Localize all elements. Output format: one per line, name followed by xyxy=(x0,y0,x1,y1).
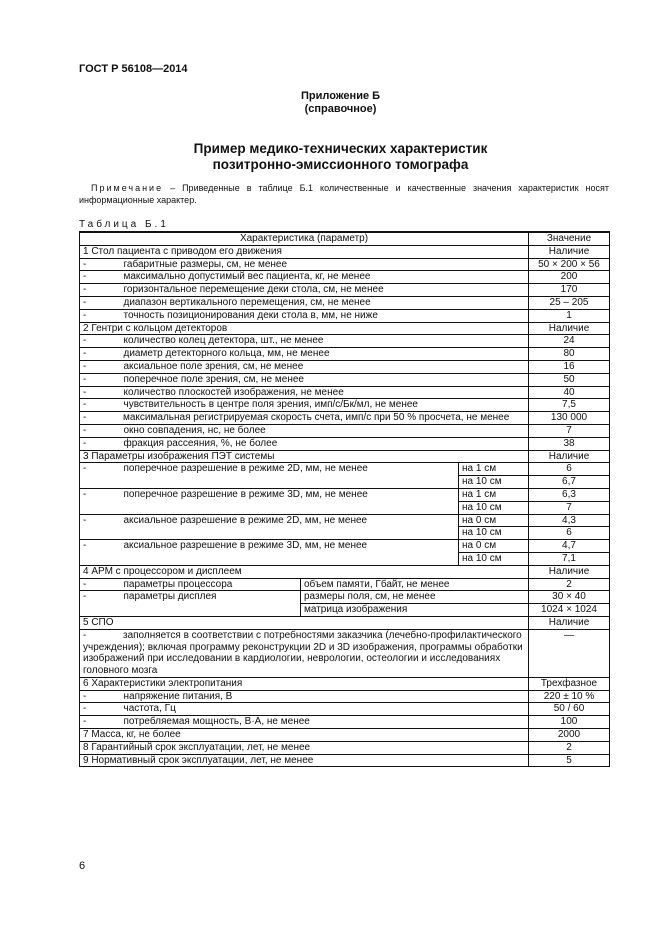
cell-value: Наличие xyxy=(529,450,610,463)
table-row xyxy=(80,245,610,258)
cell-value: 30 × 40 xyxy=(529,591,610,604)
parameter-name: аксиальное разрешение в режиме 2D, мм, не менее xyxy=(124,514,459,540)
parameter-name: фракция рассеяния, %, не более xyxy=(124,437,529,450)
dash-marker: - xyxy=(80,591,124,617)
dash-marker: - xyxy=(80,271,124,284)
cell-value: 50 / 60 xyxy=(529,703,610,716)
dash-marker: - xyxy=(80,399,124,412)
cell-value: 2 xyxy=(529,741,610,754)
table-row xyxy=(80,540,610,553)
dash-marker: - xyxy=(83,629,87,641)
table-row xyxy=(80,578,610,591)
cell-value: 4,7 xyxy=(529,540,610,553)
parameter-name xyxy=(80,412,529,425)
parameter-name: частота, Гц xyxy=(124,703,529,716)
cell-value: 7,5 xyxy=(529,399,610,412)
cell-value: 7,1 xyxy=(529,552,610,565)
table-row xyxy=(80,424,610,437)
table-row xyxy=(80,437,610,450)
table-row xyxy=(80,616,610,629)
dash-marker: - xyxy=(80,514,124,540)
dash-marker: - xyxy=(80,703,124,716)
table-row xyxy=(80,703,610,716)
cell-value: 24 xyxy=(529,335,610,348)
note xyxy=(79,182,609,206)
title-line-2: позитронно-эмиссионного томографа xyxy=(212,157,469,172)
cell-value: 38 xyxy=(529,437,610,450)
section-title: 7 Масса, кг, не более xyxy=(80,729,529,742)
section-title: 8 Гарантийный срок эксплуатации, лет, не менее xyxy=(80,741,529,754)
dash-marker: - xyxy=(80,258,124,271)
table-row xyxy=(80,690,610,703)
header-value: Значение xyxy=(529,232,610,245)
cell-value: Наличие xyxy=(529,322,610,335)
dash-marker: - xyxy=(80,424,124,437)
condition-label: на 0 см xyxy=(459,514,529,527)
cell-value: 1 xyxy=(529,309,610,322)
cell-value: 2000 xyxy=(529,729,610,742)
parameter-name: поперечное разрешение в режиме 2D, мм, не менее xyxy=(124,463,459,489)
parameter-name: параметры дисплея xyxy=(124,591,301,617)
dash-marker: - xyxy=(80,284,124,297)
cell-value: 40 xyxy=(529,386,610,399)
parameter-name: окно совпадения, нс, не более xyxy=(124,424,529,437)
cell-value: 6,3 xyxy=(529,488,610,501)
parameter-name: количество плоскостей изображения, не менее xyxy=(124,386,529,399)
sub-parameter: размеры поля, см, не менее xyxy=(301,591,529,604)
table-row xyxy=(80,373,610,386)
parameter-name: максимально допустимый вес пациента, кг, не менее xyxy=(124,271,529,284)
document-header: ГОСТ Р 56108—2014 xyxy=(79,63,188,75)
cell-value: 4,3 xyxy=(529,514,610,527)
cell-value: Наличие xyxy=(529,245,610,258)
table-row xyxy=(80,412,610,425)
table-row xyxy=(80,309,610,322)
condition-label: на 0 см xyxy=(459,540,529,553)
condition-label: на 10 см xyxy=(459,527,529,540)
cell-value: 5 xyxy=(529,754,610,767)
condition-label: на 1 см xyxy=(459,463,529,476)
parameter-name: количество колец детектора, шт., не менее xyxy=(124,335,529,348)
table-row xyxy=(80,399,610,412)
cell-value: 80 xyxy=(529,348,610,361)
parameter-name: аксиальное поле зрения, см, не менее xyxy=(124,360,529,373)
parameter-name: диапазон вертикального перемещения, см, не менее xyxy=(124,296,529,309)
table-row xyxy=(80,677,610,690)
table-row xyxy=(80,348,610,361)
table-row xyxy=(80,335,610,348)
parameter-text: заполняется в соответствии с потребностями заказчика (лечебно-профилактического учреждения); включая программу реконструкции 2D и 3D изображения, программы обработки изображений при исследовании в кардиологии, неврологии, остеологии и исследованиях головного мозга xyxy=(83,629,523,677)
cell-value: 7 xyxy=(529,424,610,437)
table-row xyxy=(80,450,610,463)
table-row xyxy=(80,591,610,604)
cell-value: 6 xyxy=(529,527,610,540)
condition-label: на 10 см xyxy=(459,476,529,489)
appendix-subtitle: (справочное) xyxy=(304,103,377,115)
cell-value: 200 xyxy=(529,271,610,284)
table-row xyxy=(80,284,610,297)
cell-value: Наличие xyxy=(529,565,610,578)
document-title xyxy=(0,141,661,173)
parameter-text: максимальная регистрируемая скорость счета, имп/с при 50 % просчета, не менее xyxy=(123,412,510,424)
sub-parameter: матрица изображения xyxy=(301,604,529,617)
header-parameter: Характеристика (параметр) xyxy=(80,232,529,245)
parameter-name: чувствительность в центре поля зрения, имп/с/Бк/мл, не менее xyxy=(124,399,529,412)
section-title: 5 СПО xyxy=(80,616,529,629)
section-title: 6 Характеристики электропитания xyxy=(80,677,529,690)
appendix-title: Приложение Б xyxy=(300,90,381,102)
table-caption: Таблица Б.1 xyxy=(79,219,169,230)
cell-value: 50 xyxy=(529,373,610,386)
section-title: 2 Гентри с кольцом детекторов xyxy=(80,322,529,335)
cell-value: 6,7 xyxy=(529,476,610,489)
dash-marker: - xyxy=(80,690,124,703)
table-row xyxy=(80,488,610,501)
cell-value: 220 ± 10 % xyxy=(529,690,610,703)
table-row xyxy=(80,741,610,754)
parameter-name: потребляемая мощность, В·А, не менее xyxy=(124,716,529,729)
table-row xyxy=(80,716,610,729)
cell-value: — xyxy=(529,629,610,677)
table-row xyxy=(80,386,610,399)
dash-marker: - xyxy=(80,309,124,322)
cell-value: 7 xyxy=(529,501,610,514)
cell-value: Трехфазное xyxy=(529,677,610,690)
sub-parameter: объем памяти, Гбайт, не менее xyxy=(301,578,529,591)
parameter-name: аксиальное разрешение в режиме 3D, мм, не менее xyxy=(124,540,459,566)
cell-value: 130 000 xyxy=(529,412,610,425)
cell-value: 100 xyxy=(529,716,610,729)
parameter-name: параметры процессора xyxy=(124,578,301,591)
dash-marker: - xyxy=(80,373,124,386)
condition-label: на 10 см xyxy=(459,501,529,514)
section-title: 9 Нормативный срок эксплуатации, лет, не менее xyxy=(80,754,529,767)
condition-label: на 1 см xyxy=(459,488,529,501)
condition-label: на 10 см xyxy=(459,552,529,565)
dash-marker: - xyxy=(80,488,124,514)
cell-value: 170 xyxy=(529,284,610,297)
dash-marker: - xyxy=(80,716,124,729)
table-row xyxy=(80,754,610,767)
dash-marker: - xyxy=(83,412,87,424)
parameter-name: поперечное поле зрения, см, не менее xyxy=(124,373,529,386)
note-label: Примечание xyxy=(91,183,164,193)
spec-table xyxy=(79,231,610,767)
dash-marker: - xyxy=(80,360,124,373)
title-line-1: Пример медико-технических характеристик xyxy=(193,141,488,156)
parameter-name: точность позиционирования деки стола в, мм, не ниже xyxy=(124,309,529,322)
cell-value: 2 xyxy=(529,578,610,591)
dash-marker: - xyxy=(80,386,124,399)
dash-marker: - xyxy=(80,463,124,489)
table-row xyxy=(80,514,610,527)
table-row xyxy=(80,296,610,309)
dash-marker: - xyxy=(80,296,124,309)
page-number: 6 xyxy=(79,860,86,872)
table-row xyxy=(80,322,610,335)
dash-marker: - xyxy=(80,335,124,348)
dash-marker: - xyxy=(80,437,124,450)
cell-value: 16 xyxy=(529,360,610,373)
note-text: – Приведенные в таблице Б.1 количественные и качественные значения характеристик носят информационные характер. xyxy=(79,183,609,205)
table-row xyxy=(80,629,610,677)
parameter-name: диаметр детекторного кольца, мм, не менее xyxy=(124,348,529,361)
dash-marker: - xyxy=(80,540,124,566)
dash-marker: - xyxy=(80,578,124,591)
cell-value: 6 xyxy=(529,463,610,476)
table-row xyxy=(80,258,610,271)
table-row xyxy=(80,565,610,578)
cell-value: 50 × 200 × 56 xyxy=(529,258,610,271)
cell-value: 25 – 205 xyxy=(529,296,610,309)
appendix-heading xyxy=(0,90,661,116)
cell-value: 1024 × 1024 xyxy=(529,604,610,617)
section-title: 1 Стол пациента с приводом его движения xyxy=(80,245,529,258)
parameter-name: поперечное разрешение в режиме 3D, мм, не менее xyxy=(124,488,459,514)
parameter-name: напряжение питания, В xyxy=(124,690,529,703)
dash-marker: - xyxy=(80,348,124,361)
table-header-row xyxy=(80,232,610,245)
table-row xyxy=(80,729,610,742)
parameter-name xyxy=(80,629,529,677)
cell-value: Наличие xyxy=(529,616,610,629)
section-title: 3 Параметры изображения ПЭТ системы xyxy=(80,450,529,463)
parameter-name: габаритные размеры, см, не менее xyxy=(124,258,529,271)
table-row xyxy=(80,463,610,476)
section-title: 4 АРМ с процессором и дисплеем xyxy=(80,565,529,578)
table-row xyxy=(80,360,610,373)
table-row xyxy=(80,271,610,284)
parameter-name: горизонтальное перемещение деки стола, см, не менее xyxy=(124,284,529,297)
